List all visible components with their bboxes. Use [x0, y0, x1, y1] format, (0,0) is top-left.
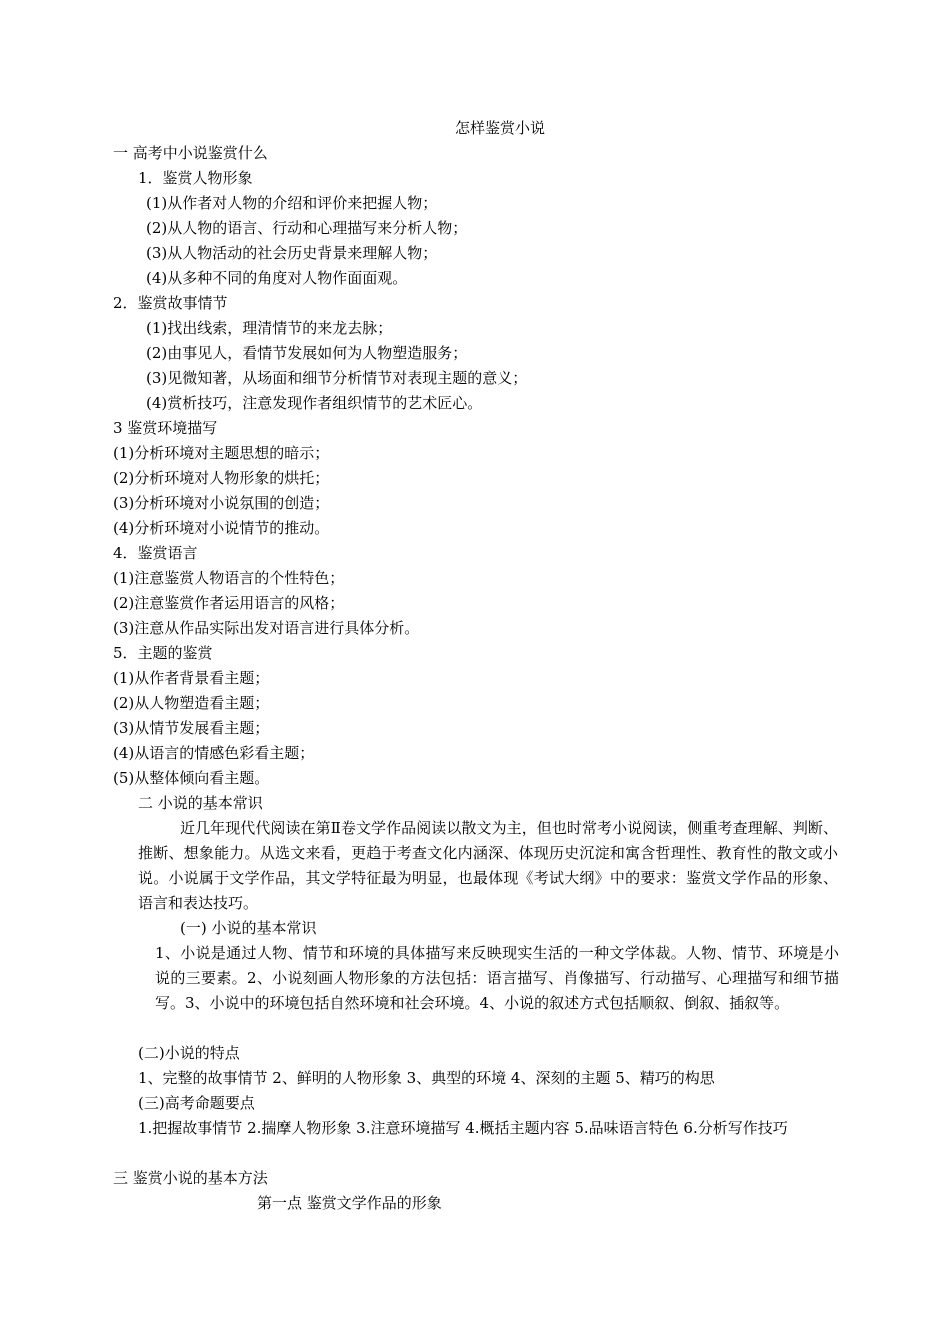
list-item: (4)赏析技巧，注意发现作者组织情节的艺术匠心。 [146, 394, 483, 412]
sub-4-heading: 4．鉴赏语言 [113, 544, 198, 562]
part-2-heading: (二)小说的特点 [138, 1044, 240, 1062]
list-item: (3)分析环境对小说氛围的创造； [113, 494, 330, 512]
list-item: (5)从整体倾向看主题。 [113, 769, 270, 787]
section-2-heading: 二 小说的基本常识 [138, 794, 263, 812]
sub-1-heading: 1．鉴赏人物形象 [138, 169, 253, 187]
page-title: 怎样鉴赏小说 [454, 119, 545, 137]
list-item: (4)分析环境对小说情节的推动。 [113, 519, 330, 537]
part-1-heading: (一) 小说的基本常识 [180, 919, 317, 937]
section-2-intro: 近几年现代代阅读在第Ⅱ卷文学作品阅读以散文为主，但也时常考小说阅读，侧重考查理解、判断、推断、想象能力。从选文来看，更趋于考查文化内涵深、体现历史沉淀和寓含哲理性、教育性的散文或小说。小说属于文学作品，其文学特征最为明显，也最体现《考试大纲》中的要求：鉴赏文学作品的形象、语言和表达技巧。 [138, 819, 838, 912]
list-item: (4)从语言的情感色彩看主题； [113, 744, 315, 762]
part-3-text: 1.把握故事情节 2.揣摩人物形象 3.注意环境描写 4.概括主题内容 5.品味语言特色 6.分析写作技巧 [138, 1119, 788, 1137]
list-item: (3)从情节发展看主题； [113, 719, 270, 737]
list-item: (2)分析环境对人物形象的烘托； [113, 469, 330, 487]
part-2-text: 1、完整的故事情节 2、鲜明的人物形象 3、典型的环境 4、深刻的主题 5、精巧的构思 [138, 1069, 715, 1087]
list-item: (4)从多种不同的角度对人物作面面观。 [146, 269, 408, 287]
list-item: (3)注意从作品实际出发对语言进行具体分析。 [113, 619, 420, 637]
sub-3-heading: 3 鉴赏环境描写 [113, 419, 218, 437]
list-item: (3)从人物活动的社会历史背景来理解人物； [146, 244, 438, 262]
part-1-text: 1、小说是通过人物、情节和环境的具体描写来反映现实生活的一种文学体裁。人物、情节、环境是小说的三要素。2、小说刻画人物形象的方法包括：语言描写、肖像描写、行动描写、心理描写和细节描写。3、小说中的环境包括自然环境和社会环境。4、小说的叙述方式包括顺叙、倒叙、插叙等。 [155, 944, 839, 1012]
list-item: (1)从作者对人物的介绍和评价来把握人物； [146, 194, 438, 212]
part-3-heading: (三)高考命题要点 [138, 1094, 255, 1112]
sub-5-heading: 5．主题的鉴赏 [113, 644, 213, 662]
list-item: (3)见微知著，从场面和细节分析情节对表现主题的意义； [146, 369, 528, 387]
list-item: (1)分析环境对主题思想的暗示； [113, 444, 330, 462]
list-item: (2)由事见人，看情节发展如何为人物塑造服务； [146, 344, 468, 362]
point-1-heading: 第一点 鉴赏文学作品的形象 [257, 1194, 442, 1212]
section-3-heading: 三 鉴赏小说的基本方法 [113, 1169, 268, 1187]
list-item: (1)从作者背景看主题； [113, 669, 270, 687]
sub-2-heading: 2．鉴赏故事情节 [113, 294, 228, 312]
list-item: (2)从人物塑造看主题； [113, 694, 270, 712]
list-item: (2)注意鉴赏作者运用语言的风格； [113, 594, 345, 612]
list-item: (1)找出线索，理清情节的来龙去脉； [146, 319, 393, 337]
list-item: (1)注意鉴赏人物语言的个性特色； [113, 569, 345, 587]
section-1-heading: 一 高考中小说鉴赏什么 [113, 144, 268, 162]
list-item: (2)从人物的语言、行动和心理描写来分析人物； [146, 219, 468, 237]
